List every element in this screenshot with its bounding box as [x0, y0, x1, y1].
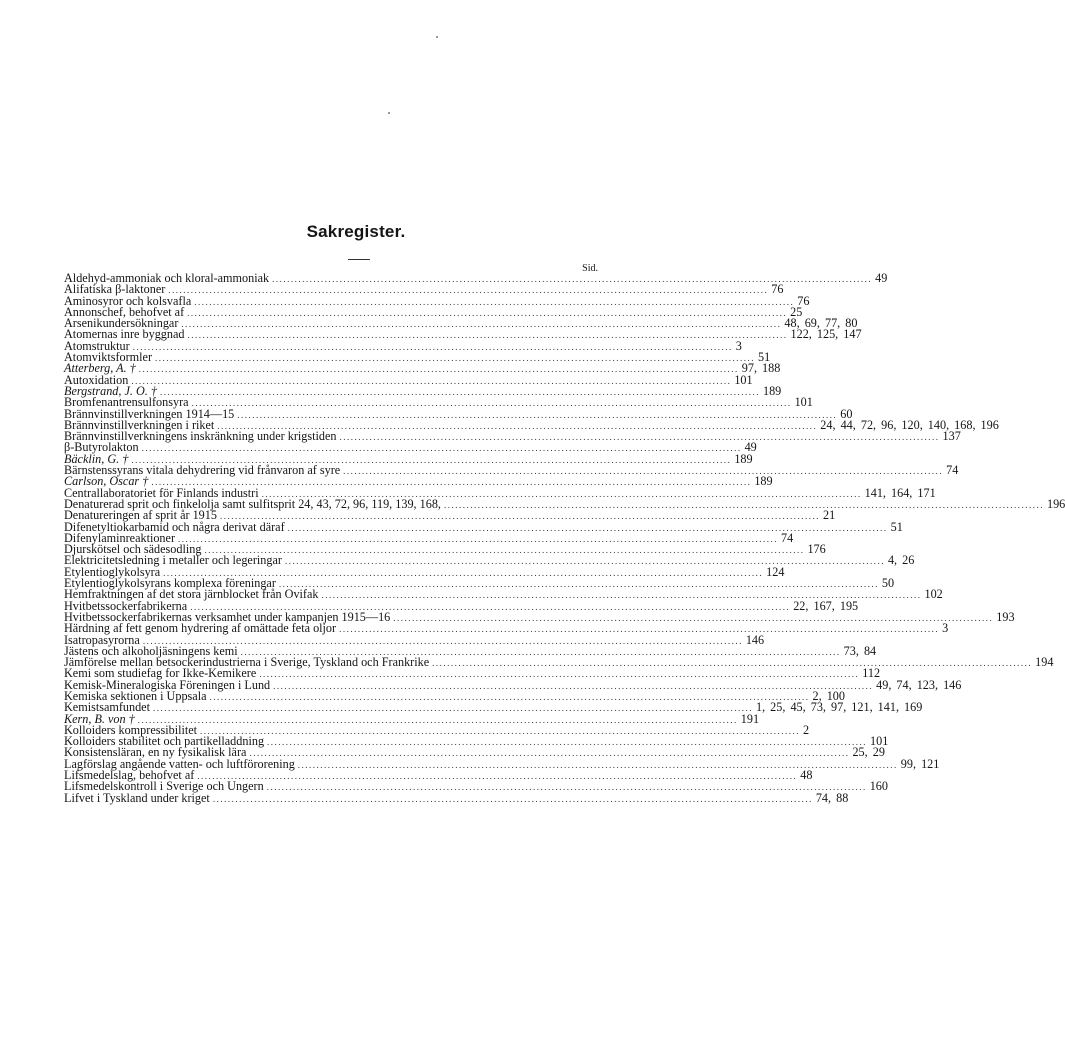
index-entry-term: Djurskötsel och sädesodling: [64, 542, 202, 557]
index-entry-term: Centrallaboratoriet för Finlands industri: [64, 485, 259, 500]
dot-leader: ................................................................................................................................................................: [261, 488, 862, 499]
index-entry: [64, 327, 862, 342]
dot-leader: ................................................................................................................................................................: [212, 793, 813, 804]
index-entry-term: Kemiska sektionen i Uppsala: [64, 688, 207, 703]
index-entry-pages: 51: [890, 519, 903, 534]
index-entry-term: Brännvinstillverkningen 1914—15: [64, 406, 235, 421]
index-entry-term: Atomernas inre byggnad: [64, 327, 185, 342]
index-entry-term: Lagförslag angående vatten- och luftförorening: [64, 756, 295, 771]
index-entry: [64, 429, 961, 444]
dot-leader: ................................................................................................................................................................: [187, 307, 788, 318]
index-entry-term: Kolloiders stabilitet och partikelladdning: [64, 734, 265, 749]
index-entry-pages: 191: [740, 711, 760, 726]
index-entry-pages: 112: [862, 666, 881, 681]
index-entry-pages: 73, 84: [843, 643, 877, 658]
dot-leader: ................................................................................................................................................................: [191, 398, 792, 409]
dot-leader: ................................................................................................................................................................: [181, 319, 782, 330]
index-entry-term: Arsenikundersökningar: [64, 316, 179, 331]
index-entry-term: Bromfenantrensulfonsyra: [64, 395, 189, 410]
dot-leader: ................................................................................................................................................................: [217, 420, 818, 431]
index-entry-term: Aminosyror och kolsvafla: [64, 293, 192, 308]
dot-leader: ................................................................................................................................................................: [297, 759, 898, 770]
index-entry-pages: 176: [807, 542, 826, 557]
index-entry-term: Jästens och alkoholjäsningens kemi: [64, 643, 238, 658]
dot-leader: ................................................................................................................................................................: [141, 443, 742, 454]
dot-leader: ................................................................................................................................................................: [432, 658, 1033, 669]
dot-leader: ................................................................................................................................................................: [159, 386, 760, 397]
dot-leader: ................................................................................................................................................................: [321, 590, 922, 601]
index-entry-pages: 74: [781, 530, 794, 545]
index-entry-term: Difenylaminreaktioner: [64, 530, 175, 545]
index-entry-pages: 137: [942, 429, 961, 444]
index-entry-term: Elektricitetsledning i metaller och legeringar: [64, 553, 282, 568]
index-entry-term: Atomstruktur: [64, 338, 130, 353]
index-entry-pages: 101: [794, 395, 813, 410]
index-entry-term: Bergstrand, J. O. †: [64, 383, 157, 398]
index-entry: [64, 700, 923, 715]
index-entry-pages: 4, 26: [887, 553, 915, 568]
index-entry-term: Isatropasyrorna: [64, 632, 140, 647]
page-title: Sakregister.: [306, 222, 406, 241]
dot-leader: ................................................................................................................................................................: [273, 680, 874, 691]
index-entry-pages: 49: [744, 440, 757, 455]
index-entry-term: Bärnstenssyrans vitala dehydrering vid frånvaron af syre: [64, 463, 341, 478]
dot-leader: ................................................................................................................................................................: [132, 341, 733, 352]
index-entry-pages: 22, 167, 195: [793, 598, 859, 613]
index-entry-pages: 97, 188: [741, 361, 781, 376]
dot-leader: ................................................................................................................................................................: [131, 454, 732, 465]
index-entry-term: Lifvet i Tyskland under kriget: [64, 790, 210, 805]
dot-leader: ................................................................................................................................................................: [266, 782, 867, 793]
index-entry-pages: 25, 29: [852, 745, 885, 760]
index-entry-term: β-Butyrolakton: [64, 440, 139, 455]
index-entry-pages: 49: [875, 271, 888, 285]
index-entry-pages: 74: [946, 463, 959, 478]
index-entry-term: Jämförelse mellan betsockerindustrierna i Sverige, Tyskland och Frankrike: [64, 655, 430, 670]
index-entry-pages: 1, 25, 45, 73, 97, 121, 141, 169: [755, 700, 923, 715]
dot-leader: ................................................................................................................................................................: [151, 477, 752, 488]
index-entry-pages: 122, 125, 147: [790, 327, 862, 342]
index-entry-pages: 48: [800, 768, 813, 783]
dot-leader: ................................................................................................................................................................: [190, 601, 791, 612]
dot-leader: ................................................................................................................................................................: [443, 499, 1044, 510]
index-entry-pages: 141, 164, 171: [864, 485, 936, 500]
index-entry-term: Kemistsamfundet: [64, 700, 150, 715]
index-entry-term: Carlson, Oscar †: [64, 474, 149, 489]
index-entry-term: Hvitbetssockerfabrikernas verksamhet under kampanjen 1915—16: [64, 609, 391, 624]
index-entry-pages: 189: [734, 451, 753, 466]
index-entry-term: Autoxidation: [64, 372, 129, 387]
index-entry-pages: 102: [924, 587, 943, 602]
dot-leader: ................................................................................................................................................................: [142, 635, 743, 646]
dot-leader: ................................................................................................................................................................: [200, 725, 801, 736]
title-divider: [348, 259, 370, 260]
dot-leader: ................................................................................................................................................................: [343, 466, 944, 477]
index-entry-pages: 2: [803, 722, 810, 737]
index-entry-term: Difenetyltiokarbamid och några derivat däraf: [64, 519, 285, 534]
dot-leader: ................................................................................................................................................................: [249, 748, 850, 759]
page-column-header: Sid.: [582, 263, 598, 274]
index-entry-pages: 49, 74, 123, 146: [876, 677, 962, 692]
dot-leader: ................................................................................................................................................................: [187, 330, 788, 341]
index-entry-pages: 99, 121: [900, 756, 940, 771]
dot-leader: ................................................................................................................................................................: [259, 669, 860, 680]
index-entry-pages: 24, 44, 72, 96, 120, 140, 168, 196: [820, 417, 999, 432]
index-entry-pages: 3: [942, 621, 949, 636]
dot-leader: ................................................................................................................................................................: [272, 274, 873, 284]
index-entry-term: Annonschef, behofvet af: [64, 304, 185, 319]
index-entry-pages: 189: [754, 474, 773, 489]
dot-leader: ................................................................................................................................................................: [138, 364, 739, 375]
index-entry-term: Lifsmedelslag, behofvet af: [64, 768, 195, 783]
index-entry-pages: 2, 100: [812, 688, 845, 703]
dot-leader: ................................................................................................................................................................: [197, 771, 798, 782]
dot-leader: ................................................................................................................................................................: [287, 522, 888, 533]
index-entry-term: Kemi som studiefag for Ikke-Kemikere: [64, 666, 257, 681]
index-entry-pages: 196: [1046, 496, 1065, 511]
dot-leader: ................................................................................................................................................................: [131, 375, 732, 386]
index-entry-term: Alifatiska β-laktoner: [64, 282, 166, 297]
index-entry: [64, 621, 949, 636]
dot-leader: ................................................................................................................................................................: [219, 511, 820, 522]
dot-leader: ................................................................................................................................................................: [240, 646, 841, 657]
index-entry: [64, 350, 771, 365]
index-entry-pages: 101: [734, 372, 753, 387]
index-entry-pages: 74, 88: [815, 790, 849, 805]
index-entry-pages: 124: [766, 564, 785, 579]
index-entry-pages: 101: [870, 734, 889, 749]
index-entry-pages: 25: [790, 304, 803, 319]
paper-speck: [388, 112, 390, 114]
index-entry-term: Konsistensläran, en ny fysikalisk lära: [64, 745, 247, 760]
index-entry-pages: 189: [762, 383, 782, 398]
dot-leader: ................................................................................................................................................................: [237, 409, 838, 420]
dot-leader: ................................................................................................................................................................: [209, 691, 810, 702]
dot-leader: ................................................................................................................................................................: [168, 285, 769, 296]
index-entry-term: Kemisk-Mineralogiska Föreningen i Lund: [64, 677, 271, 692]
index-entry-pages: 21: [822, 508, 836, 523]
index-entry-pages: 48, 69, 77, 80: [784, 316, 858, 331]
dot-leader: ................................................................................................................................................................: [194, 296, 795, 307]
dot-leader: ................................................................................................................................................................: [339, 432, 940, 443]
index-entry-pages: 3: [735, 338, 742, 353]
index-entry-term: Hvitbetssockerfabrikerna: [64, 598, 188, 613]
index-entry-list: [64, 271, 1065, 805]
dot-leader: ................................................................................................................................................................: [393, 612, 994, 623]
dot-leader: ................................................................................................................................................................: [267, 737, 868, 748]
index-entry-term: Brännvinstillverkningen i riket: [64, 417, 215, 432]
index-entry-term: Kolloiders kompressibilitet: [64, 722, 198, 737]
index-entry-term: Lifsmedelskontroll i Sverige och Ungern: [64, 779, 264, 794]
dot-leader: ................................................................................................................................................................: [178, 533, 778, 544]
index-entry-term: Etylentioglykolsyra: [64, 564, 161, 579]
index-entry-term: Kern, B. von †: [64, 711, 135, 726]
index-entry-pages: 160: [869, 779, 888, 794]
dot-leader: ................................................................................................................................................................: [339, 624, 940, 635]
index-entry-term: Atomviktsformler: [64, 350, 153, 365]
index-entry-pages: 76: [771, 282, 784, 297]
index-entry-term: Bäcklin, G. †: [64, 451, 129, 466]
dot-leader: ................................................................................................................................................................: [152, 703, 753, 714]
index-entry-term: Etylentioglykolsyrans komplexa föreningar: [64, 576, 276, 591]
index-entry-pages: 146: [745, 632, 765, 647]
dot-leader: ................................................................................................................................................................: [278, 579, 879, 590]
index-entry-term: Denatureringen af sprit år 1915: [64, 508, 217, 523]
index-entry: [64, 790, 849, 805]
index-entry-term: Hemfraktningen af det stora järnblocket från Ovifak: [64, 587, 319, 602]
dot-leader: ................................................................................................................................................................: [284, 556, 885, 567]
index-entry: [64, 440, 757, 455]
index-entry-term: Denaturerad sprit och finkelolja samt sulfitsprit 24, 43, 72, 96, 119, 139, 168,: [64, 496, 441, 511]
dot-leader: ................................................................................................................................................................: [155, 353, 756, 364]
index-entry-term: Aldehyd-ammoniak och kloral-ammoniak: [64, 271, 270, 285]
paper-speck: [436, 36, 438, 38]
index-entry-pages: 50: [881, 576, 895, 591]
index-entry-pages: 51: [758, 350, 771, 365]
index-entry: [64, 361, 781, 376]
dot-leader: ................................................................................................................................................................: [137, 714, 738, 725]
dot-leader: ................................................................................................................................................................: [204, 545, 805, 556]
index-entry-pages: 193: [996, 609, 1015, 624]
index-entry-term: Brännvinstillverkningens inskränkning under krigstiden: [64, 429, 337, 444]
dot-leader: ................................................................................................................................................................: [163, 567, 764, 578]
index-entry-pages: 76: [797, 293, 810, 308]
index-entry-pages: 60: [840, 406, 853, 421]
index-entry-pages: 194: [1035, 655, 1054, 670]
index-entry-term: Atterberg, A. †: [64, 361, 136, 376]
index-entry-term: Härdning af fett genom hydrering af omättade feta oljor: [64, 621, 337, 636]
